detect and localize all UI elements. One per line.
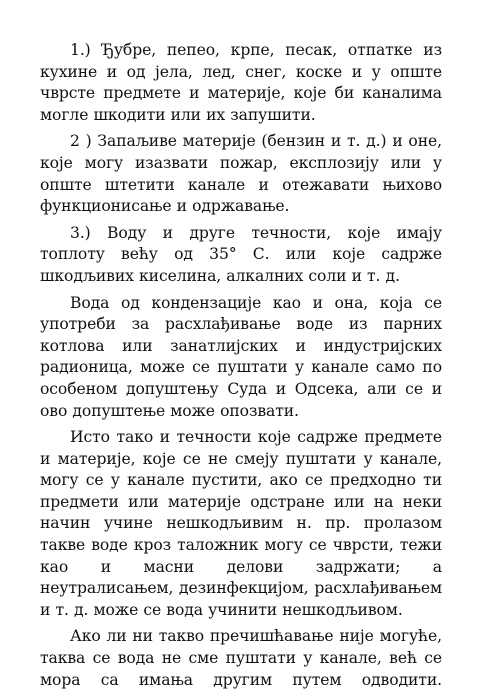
paragraph-item-2: 2 ) Запаљиве материје (бензин и т. д.) и оне, које могу изазвати пожар, експлозију или у опште штетити канале и отежавати њихово функционисање и одржавање.: [40, 132, 442, 216]
paragraph-item-3: 3.) Воду и друге течности, које имају топлоту већу од 35° С. или које садрже шкодљивих киселина, алкалних соли и т. д.: [40, 223, 442, 285]
paragraph-item-1: 1.) Ђубре, пепео, крпе, песак, отпатке из кухине и од јела, лед, снег, коске и у опште чврсте предмете и материје, које би каналима могле шкодити или их запушити.: [40, 41, 442, 124]
paragraph-alternative-drainage: Ако ли ни такво пречишћавање није могуће, таква се вода не сме пуштати у канале, већ се мора са имања другим путем одводити.: [40, 627, 442, 689]
paragraph-treatable-liquids: Исто тако и течности које садрже предмете и материје, које се не смеју пуштати у канале, могу се у канале пустити, ако се предходно ти предмети или материје одстране или на неки начин учине нешкодљивим н. пр. пролазом такве воде кроз таложник могу се чврсти, тежи као и масни делови задржати; а неутралисањем, дезинфекцијом, расхлађивањем и т. д. може се вода учинити нешкодљивом.: [40, 428, 442, 619]
document-page: [40, 40, 442, 691]
paragraph-condensation-water: Вода од кондензације као и она, која се употреби за расхлађивање воде из парних котлова или занатлијских и индустријских радионица, може се пуштати у канале само по особеном допуштењу Суда и Одсека, али се и ово допуштење може опозвати.: [40, 293, 442, 420]
